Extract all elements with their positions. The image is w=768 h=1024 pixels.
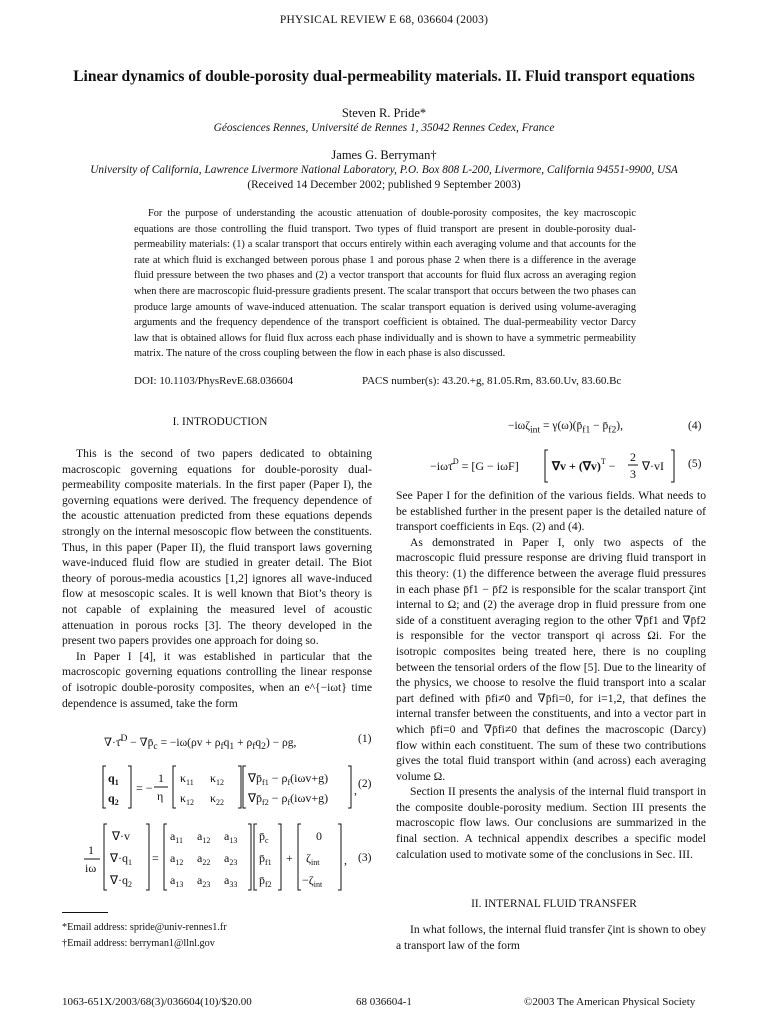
svg-text:+: + [286, 851, 293, 865]
paragraph-intro-1: This is the second of two papers dedicated to obtaining macroscopic governing equations for double-porosity dual-permeability composite materials. In the first paper (Paper I), the governing equations were derived. The frequency dependence of the acoustic attenuation predicted from these equations depends strongly on the internal mesoscopic flow between the constituents. Thus, in this paper (Paper II), the fluid transport laws governing wave-induced fluid flow are studied in greater detail. The Biot theory of porous-media acoustics [1,2] ignores all wave-induced flow at mesoscopic scales. It is well known that Biot’s theory is not capable of explaining the measured level of acoustic attenuation in porous rocks [3]. The theory developed in the present two papers provides one approach for doing so. [62, 447, 372, 648]
section-2-heading: II. INTERNAL FLUID TRANSFER [471, 898, 637, 910]
footnote-2: †Email address: berryman1@llnl.gov [62, 938, 215, 949]
equation-2 [100, 762, 360, 812]
issn-line: 1063-651X/2003/68(3)/036604(10)/$20.00 [62, 996, 252, 1008]
paragraph-right-1: See Paper I for the definition of the various fields. What needs to be established further in the present paper is the detailed nature of transport coefficients in Eqs. (2) and (4). [396, 489, 706, 534]
svg-text:η: η [157, 789, 164, 803]
equation-number-5: (5) [688, 458, 702, 470]
equation-5 [428, 446, 678, 486]
section-1-heading: I. INTRODUCTION [172, 416, 268, 428]
svg-text:a12: $a_{12}$ [170, 851, 184, 867]
running-header: PHYSICAL REVIEW E 68, 036604 (2003) [279, 14, 489, 26]
author-2-affiliation: University of California, Lawrence Livermore National Laboratory, P.O. Box 808 L-200, Livermore, California 94551-9900, USA [90, 164, 678, 176]
svg-text:∇·vI: ∇·vI [642, 459, 665, 473]
svg-text:0: 0 [316, 829, 322, 843]
equation-number-3: (3) [358, 852, 372, 864]
svg-text:∇·q1: $\nabla\cdot q_1$ [110, 851, 133, 867]
paragraph-right-3: Section II presents the analysis of the internal fluid transport in the composite double-porosity medium. Section III presents the macroscopic flow laws. Our conclusions are summarized in the final section. A technical appendix describes a specific model calculation used to motivate some of the conclusions in Sec. III. [396, 785, 706, 861]
received-dates: (Received 14 December 2002; published 9 September 2003) [247, 179, 521, 191]
svg-text:a12: $a_{12}$ [197, 829, 211, 845]
svg-text:= −: = − [136, 781, 153, 795]
svg-text:3: 3 [630, 467, 636, 481]
svg-text:,: , [344, 853, 347, 867]
svg-text:−iωτ̄D = [G − iωF]: −iωτ̄$^D$ = [G − iωF] [430, 457, 519, 473]
equation-3 [80, 820, 350, 894]
paper-title: Linear dynamics of double-porosity dual-permeability materials. II. Fluid transport equations [73, 68, 695, 85]
author-1-name: Steven R. Pride* [341, 106, 427, 120]
svg-text:∇·q2: $\nabla\cdot q_2$ [110, 873, 133, 889]
svg-text:2: 2 [630, 450, 636, 464]
section-2-text [396, 922, 706, 953]
svg-text:κ11: $\kappa_{11}$ [180, 771, 194, 787]
svg-text:iω: iω [85, 861, 97, 875]
svg-text:a11: $a_{11}$ [170, 829, 184, 845]
svg-text:a13: $a_{13}$ [224, 829, 238, 845]
equation-number-2: (2) [358, 778, 372, 790]
svg-text:1: 1 [88, 843, 94, 857]
svg-text:p̄c: $p̄_c$ [259, 829, 269, 845]
svg-text:∇p̄f1 − ρf(iωv+g): $\nabla p̄_{f1} - \rho_f(i\omega v+g)$ [248, 771, 329, 787]
svg-text:=: = [152, 851, 159, 865]
svg-text:q2: $q_2$ [108, 791, 119, 807]
doi: DOI: 10.1103/PhysRevE.68.036604 [134, 375, 294, 387]
equation-number-1: (1) [358, 733, 372, 745]
svg-text:a22: $a_{22}$ [197, 851, 211, 867]
svg-text:κ12: $\kappa_{12}$ [180, 791, 195, 807]
svg-text:∇·v: ∇·v [112, 829, 131, 843]
svg-text:p̄f2: $p̄_{f2}$ [259, 873, 272, 889]
svg-text:∇p̄f2 − ρf(iωv+g): $\nabla p̄_{f2} - \rho_f(i\omega v+g)$ [248, 791, 329, 807]
svg-text:∇v + (∇v)T −: $\nabla v + (\nabla v)^T$ − [552, 457, 616, 473]
pacs-numbers: PACS number(s): 43.20.+g, 81.05.Rm, 83.60.Uv, 83.60.Bc [362, 375, 622, 387]
svg-text:q1: $q_1$ [108, 771, 119, 787]
right-column-text [396, 488, 706, 862]
author-2-name: James G. Berryman† [331, 148, 437, 162]
copyright: ©2003 The American Physical Society [524, 996, 696, 1008]
equation-4: $-i\omega\zeta_{int} = \gamma(\omega)(p̄_{f1}$ − $p̄_{f2}$), [508, 420, 623, 436]
svg-text:a23: $a_{23}$ [224, 851, 238, 867]
equation-1: ∇·τ̄$^D$ − $\nabla p̄_c = -i\omega(\rho v + \rho_fq_1 + \rho_fq_2) - \rho g$, [104, 733, 297, 753]
author-1-affiliation: Géosciences Rennes, Université de Rennes 1, 35042 Rennes Cedex, France [213, 122, 555, 134]
footnote-rule [62, 912, 108, 913]
svg-text:ζint: $\zeta_{int}$ [306, 851, 320, 867]
abstract: For the purpose of understanding the acoustic attenuation of double-porosity composites, the key macroscopic equations are those controlling the fluid transport. Two types of fluid transport are present in double-porosity dual-permeability materials: (1) a scalar transport that occurs entirely within each averaging volume and that accounts for the rate at which fluid is exchanged between porous phase 1 and porous phase 2 when there is a difference in the average fluid pressure between the two phases and (2) a vector transport that accounts for fluid flux across an averaging region when there are macroscopic fluid-pressure gradients present. The scalar transport that occurs between the two phases can produce large amounts of wave-induced attenuation. The scalar transport equation is derived using volume-averaging arguments and the frequency dependence of the transport coefficient is obtained. The dual-permeability vector Darcy law that is obtained allows for fluid flux across each phase individually and is shown to have a symmetric permeability matrix. The nature of the cross coupling between the flow in each phase is also discussed. [134, 208, 636, 360]
paragraph-section-2: In what follows, the internal fluid transfer ζint is shown to obey a transport law of the form [396, 923, 706, 952]
svg-text:κ12: $\kappa_{12}$ [210, 771, 225, 787]
svg-text:1: 1 [158, 771, 164, 785]
svg-text:,: , [354, 783, 357, 797]
svg-text:−ζint: $-\zeta_{int}$ [302, 873, 323, 889]
paragraph-intro-2: In Paper I [4], it was established in particular that the macroscopic governing equations controlling the linear response of isotropic double-porosity composites, when an e^{−iωt} time dependence is assumed, take the form [62, 649, 372, 710]
svg-text:κ22: $\kappa_{22}$ [210, 791, 225, 807]
svg-text:p̄f1: $p̄_{f1}$ [259, 851, 272, 867]
svg-text:a33: $a_{33}$ [224, 873, 238, 889]
equation-number-4: (4) [688, 420, 702, 432]
svg-text:a13: $a_{13}$ [170, 873, 184, 889]
page-number: 68 036604-1 [356, 996, 412, 1008]
paragraph-right-2: As demonstrated in Paper I, only two aspects of the macroscopic fluid pressure response are driving fluid transport in this theory: (1) the difference between the average fluid pressures in each phase p̄f1 − p̄f2 is responsible for the scalar transport ζint internal to Ω; and (2) the average drop in fluid pressure from one side of a constituent averaging region to the other ∇p̄f1 and ∇p̄f2 is responsible for the vector transport qi across Ωi. For the isotropic composites being treated here, there is no coupling between the tensorial orders of the flow [5]. Due to the linearity of the physics, we choose to resolve the fluid transport into a scalar part defined with p̄fi≠0 and ∇p̄fi=0, for i=1,2, that defines the internal transfer between the constituents, and into a vector part in which p̄fi=0 and ∇p̄fi≠0 that defines the macroscopic (Darcy) flow within each constituent. The sum of these two contributions gives the total fluid transport within (and across) each averaging volume Ω. [396, 535, 706, 783]
left-column-text [62, 446, 372, 711]
footnote-1: *Email address: spride@univ-rennes1.fr [62, 922, 227, 933]
svg-text:a23: $a_{23}$ [197, 873, 211, 889]
